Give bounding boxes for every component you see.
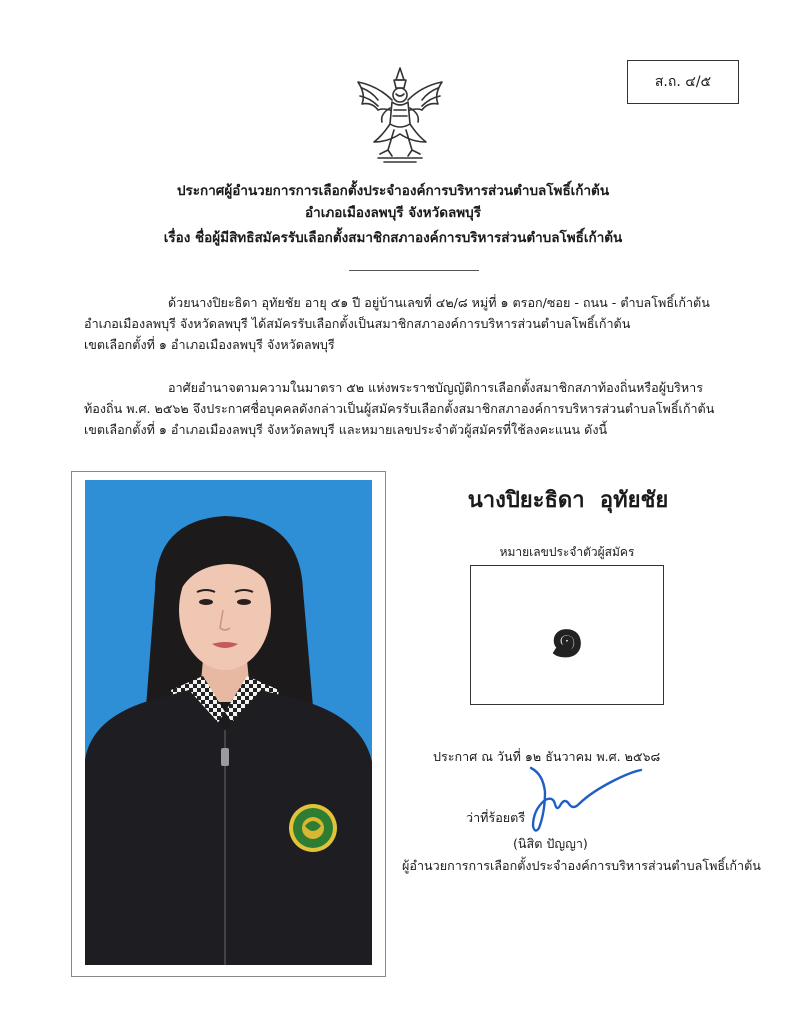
paragraph-1-line: ด้วยนางปิยะธิดา อุทัยชัย อายุ ๕๑ ปี อยู่บ้านเลขที่ ๔๒/๘ หมู่ที่ ๑ ตรอก/ซอย - ถนน - ตำบลโพธิ์เก้าต้น	[168, 295, 710, 310]
header-line-3: เรื่อง ชื่อผู้มีสิทธิสมัครรับเลือกตั้งสมาชิกสภาองค์การบริหารส่วนตำบลโพธิ์เก้าต้น	[163, 230, 623, 246]
paragraph-2	[84, 377, 718, 440]
paragraph-2-line: ท้องถิ่น พ.ศ. ๒๕๖๒ จึงประกาศชื่อบุคคลดังกล่าวเป็นผู้สมัครรับเลือกตั้งสมาชิกสภาองค์การบริหารส่วนตำบลโพธิ์เก้าต้น	[84, 401, 715, 416]
signer-title: ผู้อำนวยการการเลือกตั้งประจำองค์การบริหารส่วนตำบลโพธิ์เก้าต้น	[402, 858, 761, 873]
announcement-date: ประกาศ ณ วันที่ ๑๒ ธันวาคม พ.ศ. ๒๕๖๘	[433, 749, 661, 764]
header-line-1: ประกาศผู้อำนวยการการเลือกตั้งประจำองค์การบริหารส่วนตำบลโพธิ์เก้าต้น	[176, 183, 610, 199]
garuda-emblem-icon	[348, 64, 452, 168]
candidate-photo	[85, 480, 372, 965]
signer-name: (นิสิต ปัญญา)	[513, 836, 588, 851]
title-divider	[349, 270, 479, 271]
candidate-number: ๑	[548, 601, 586, 670]
paragraph-2-line: อาศัยอำนาจตามความในมาตรา ๕๒ แห่งพระราชบัญญัติการเลือกตั้งสมาชิกสภาท้องถิ่นหรือผู้บริหาร	[168, 380, 703, 395]
paragraph-1-line: เขตเลือกตั้งที่ ๑ อำเภอเมืองลพบุรี จังหวัดลพบุรี	[84, 337, 335, 352]
candidate-name: นางปิยะธิดา อุทัยชัย	[467, 488, 669, 513]
handwritten-signature	[515, 760, 655, 840]
header-line-2: อำเภอเมืองลพบุรี จังหวัดลพบุรี	[305, 205, 481, 221]
candidate-number-box	[470, 565, 664, 705]
paragraph-1	[84, 292, 718, 355]
paragraph-1-line: อำเภอเมืองลพบุรี จังหวัดลพบุรี ได้สมัครรับเลือกตั้งเป็นสมาชิกสภาองค์การบริหารส่วนตำบลโพธิ์เก้าต้น	[84, 316, 631, 331]
form-code-box	[627, 60, 739, 104]
candidate-number-label: หมายเลขประจำตัวผู้สมัคร	[499, 545, 635, 559]
signer-rank: ว่าที่ร้อยตรี	[466, 810, 526, 825]
paragraph-2-line: เขตเลือกตั้งที่ ๑ อำเภอเมืองลพบุรี จังหวัดลพบุรี และหมายเลขประจำตัวผู้สมัครที่ใช้ลงคะแนน ดังนี้	[84, 422, 608, 437]
form-code: ส.ถ. ๔/๕	[654, 74, 712, 90]
